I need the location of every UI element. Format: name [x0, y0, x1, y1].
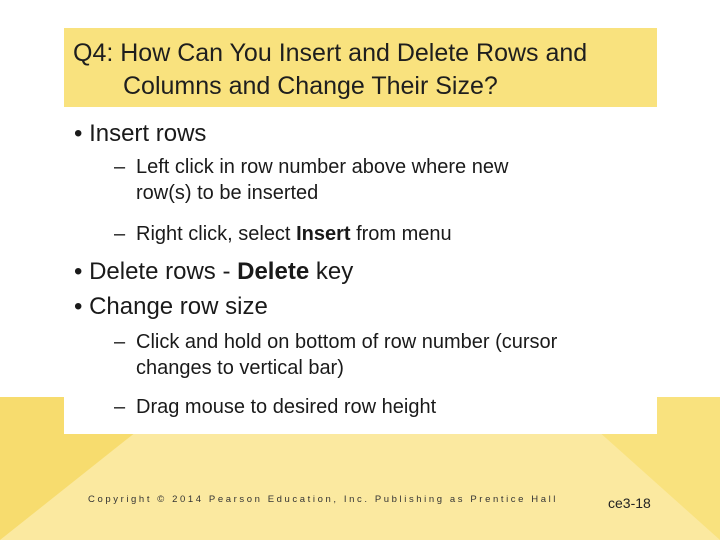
- sub-bullet-text: Right click, select: [136, 223, 297, 245]
- sub-bullet-text: Click and hold on bottom of row number (cursor: [136, 331, 558, 353]
- dash-marker: –: [114, 331, 126, 353]
- title-line-2: Columns and Change Their Size?: [123, 72, 498, 100]
- copyright-footer: Copyright © 2014 Pearson Education, Inc. Publishing as Prentice Hall: [88, 494, 559, 505]
- sub-bullet-text: Drag mouse to desired row height: [136, 396, 437, 418]
- sub-bullet-drag-mouse: [114, 394, 654, 420]
- sub-bullet-text-continued: changes to vertical bar): [136, 357, 344, 379]
- bullet-insert-rows: • Insert rows: [74, 120, 207, 147]
- slide-title: [64, 28, 657, 107]
- bullet-change-row-size: • Change row size: [74, 293, 268, 320]
- sub-bullet-left-click: [114, 154, 654, 206]
- page-number: ce3-18: [608, 495, 651, 511]
- bullet-text: • Delete rows -: [74, 258, 238, 285]
- delete-keyword: Delete: [237, 258, 310, 285]
- sub-bullet-click-and-hold: [114, 329, 654, 381]
- sub-bullet-text: Left click in row number above where new: [136, 156, 509, 178]
- title-line-1: Q4: How Can You Insert and Delete Rows and: [73, 39, 588, 67]
- slide-content: [64, 108, 657, 434]
- sub-bullet-text-continued: row(s) to be inserted: [136, 182, 319, 204]
- dash-marker: –: [114, 223, 126, 245]
- insert-keyword: Insert: [296, 223, 351, 245]
- sub-bullet-text-end: from menu: [350, 223, 452, 245]
- bullet-delete-rows: [74, 257, 353, 287]
- dash-marker: –: [114, 396, 126, 418]
- dash-marker: –: [114, 156, 126, 178]
- sub-bullet-right-click: [114, 221, 654, 247]
- bullet-text-end: key: [309, 258, 354, 285]
